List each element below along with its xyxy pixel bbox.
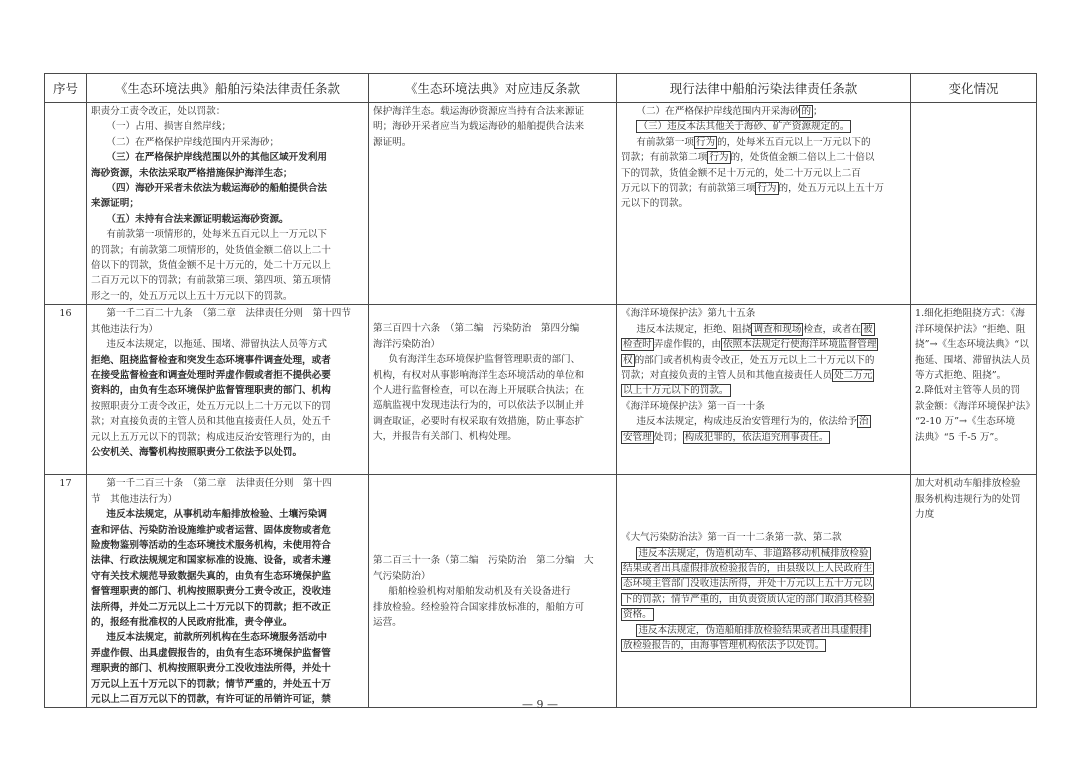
- text-line: [621, 576, 906, 591]
- text-span: 的，处每米五百元以上一万元以下的: [717, 136, 871, 148]
- text-line: 法所得，并处二万元以上二十万元以下的罚款；拒不改正: [91, 601, 331, 613]
- text-span: 万元以下的罚款；有前款第三项: [621, 183, 756, 195]
- text-line: [621, 607, 906, 622]
- text-line: 守有关技术规范导致数据失真的，由负有生态环境保护监: [91, 570, 331, 582]
- text-span: 的，处五万元以上五十万: [778, 183, 885, 195]
- text-line: 款；对直接负责的主管人员和其他直接责任人员，处五千: [91, 416, 331, 428]
- text-line: 资料的，由负有生态环境保护监督管理职责的部门、机构: [91, 385, 331, 397]
- table-row: [45, 103, 1037, 305]
- text-line: 元以上五万元以下的罚款；构成违反治安管理行为的，由: [91, 431, 331, 443]
- text-span: ；: [813, 106, 823, 117]
- text-line: 挠”→《生态环境法典》“以: [915, 339, 1029, 351]
- text-span: 违反本法规定，以拖延、围堵、滞留执法人员等方式: [106, 339, 328, 351]
- text-line: 的，报经有批准权的人民政府批准，责令停业。: [91, 616, 293, 628]
- current-law-cell: [617, 305, 911, 475]
- text-line: [621, 592, 906, 607]
- text-line: 机构，有权对从事影响海洋生态环境活动的单位和: [373, 369, 585, 381]
- header-code-liability: 《生态环境法典》船舶污染法律责任条款: [87, 74, 369, 103]
- text-line: 弄虚作假、出具虚假报告的，由负有生态环境保护监督管: [91, 647, 331, 659]
- text-line: 险废物鉴别等活动的生态环境技术服务机构，未使用符合: [91, 539, 331, 551]
- text-line: 第二百三十一条（第二编 污染防治 第二分编 大: [373, 555, 594, 567]
- changed-text-box: 调查和现场: [753, 323, 802, 335]
- table-header-row: [45, 74, 1037, 103]
- text-line: （三）在严格保护岸线范围以外的其他区域开发利用: [106, 152, 328, 164]
- text-line: [621, 135, 906, 150]
- text-span: 违反本法规定，拒绝、阻挠: [636, 323, 752, 335]
- text-line: 公安机关、海警机构按照职责分工依法予以处罚。: [91, 446, 303, 458]
- text-span: 罚款；对直接负责的主管人员和其他直接责任人员: [621, 369, 833, 381]
- text-span: 检查，或者在: [803, 323, 862, 335]
- text-line: 大，并报告有关部门、机构处理。: [373, 431, 517, 443]
- header-current-law: 现行法律中船舶污染法律责任条款: [617, 74, 911, 103]
- changed-text-box: 资格。: [623, 609, 652, 621]
- text-line: 在接受监督检查和调查处理时弄虚作假或者拒不提供必要: [91, 369, 331, 381]
- changed-text-box: 违反本法规定，伪造船舶排放检验结果或者出具虚假排: [638, 624, 869, 636]
- changed-text-box: 安管理: [623, 431, 652, 443]
- text-span: 违反本法规定，构成违反治安管理行为的，依法给予: [636, 416, 858, 428]
- text-line: 违反本法规定，从事机动车船排放检验、土壤污染调: [106, 509, 328, 521]
- text-span: （二）在严格保护岸线范围内开采海砂: [636, 106, 800, 117]
- text-line: （五）未持有合法来源证明载运海砂资源。: [106, 213, 289, 225]
- text-line: 船舶检验机构对船舶发动机及有关设备进行: [388, 586, 571, 598]
- text-line: 源证明。: [373, 136, 412, 148]
- changed-text-box: 违反本法规定，伪造机动车、非道路移动机械排放检验: [638, 547, 869, 559]
- changed-text-box: 态环境主管部门没收违法所得，并处十万元以上五十万元以: [623, 578, 873, 590]
- changed-text-box: 结果或者出具虚假排放检验报告的，由县级以上人民政府生: [623, 563, 873, 575]
- text-span: 罚款；有前款第二项: [621, 152, 708, 164]
- text-line: （一）占用、损害自然岸线；: [106, 121, 232, 133]
- changed-text-box: 行为: [709, 152, 729, 164]
- text-line: 理职责的部门、机构按照职责分工没收违法所得，并处十: [91, 663, 331, 675]
- text-line: 倍以下的罚款，货值金额不足十万元的，处二十万元以上: [91, 260, 331, 272]
- text-line: 元以下的罚款。: [621, 198, 689, 210]
- code-liability-cell: [87, 103, 369, 305]
- code-liability-cell: [87, 475, 369, 708]
- text-line: 保护海洋生态。载运海砂资源应当持有合法来源证: [373, 106, 585, 117]
- text-line: 等方式拒绝、阻挠”。: [915, 369, 1007, 381]
- text-span: 有前款第一项: [636, 136, 694, 148]
- text-line: 职责分工责令改正，处以罚款：: [91, 106, 226, 117]
- text-line: 的罚款；有前款第二项情形的，处货值金额二倍以上二十: [91, 244, 331, 256]
- text-line: 节 其他违法行为）: [91, 493, 178, 505]
- text-line: 违反本法规定，前款所列机构在生态环境服务活动中: [106, 632, 328, 644]
- header-code-violation: 《生态环境法典》对应违反条款: [369, 74, 617, 103]
- text-line: [621, 181, 906, 196]
- table-row: [45, 305, 1037, 475]
- text-line: [621, 368, 906, 383]
- text-line: 拖延、围堵、滞留执法人员: [915, 354, 1031, 366]
- text-line: 排放检验。经检验符合国家排放标准的，船舶方可: [373, 601, 585, 613]
- text-line: 督管理职责的部门、机构按照职责分工责令改正，没收违: [91, 586, 331, 598]
- changed-text-box: 的: [801, 106, 812, 117]
- code-violation-cell: [369, 103, 617, 305]
- text-line: 第一千二百三十条 （第二章 法律责任分则 第十四: [106, 478, 332, 490]
- changes-cell: [911, 305, 1037, 475]
- text-line: 二百万元以下的罚款；有前款第三项、第四项、第五项情: [91, 275, 331, 287]
- text-line: 拒绝、阻挠监督检查和突发生态环境事件调查处理，或者: [91, 354, 331, 366]
- text-line: [621, 322, 906, 337]
- text-line: 法律、行政法规规定和国家标准的设施、设备，或者未遵: [91, 555, 331, 567]
- text-line: [621, 104, 906, 119]
- text-line: 《海洋环境保护法》第九十五条: [621, 308, 756, 320]
- table-row: [45, 475, 1037, 708]
- current-law-cell: [617, 475, 911, 708]
- text-span: 弄虚作假的，由: [653, 339, 721, 351]
- law-comparison-table: [44, 73, 1037, 708]
- text-line: 2.降低对主管等人员的罚: [915, 385, 1021, 397]
- text-line: [621, 546, 906, 561]
- changed-text-box: 以上十万元以下的罚款。: [623, 385, 729, 397]
- text-line: [621, 383, 906, 398]
- changes-cell: [911, 103, 1037, 305]
- changed-text-box: 下的罚款；情节严重的，由负责资质认定的部门取消其检验: [623, 593, 873, 605]
- text-line: 海洋污染防治）: [373, 338, 441, 350]
- changed-text-box: 处二万元: [834, 369, 873, 381]
- text-span: 处罚；: [653, 431, 683, 443]
- text-line: （四）海砂开采者未依法为载运海砂的船舶提供合法: [106, 183, 328, 195]
- changed-text-box: 治: [859, 416, 869, 428]
- text-line: 查和评估、污染防治设施维护或者运营、固体废物或者危: [91, 524, 331, 536]
- text-line: 调查取证，必要时有权采取有效措施，防止事态扩: [373, 415, 585, 427]
- changed-text-box: 构成犯罪的，依法追究刑事责任。: [684, 431, 829, 443]
- text-line: [621, 119, 906, 134]
- text-line: 加大对机动车船排放检验: [915, 478, 1021, 490]
- text-line: 形之一的，处五万元以上五十万元以下的罚款。: [91, 290, 293, 302]
- text-line: [621, 623, 906, 638]
- text-line: 服务机构违规行为的处罚: [915, 493, 1021, 505]
- text-line: [621, 353, 906, 368]
- text-line: 《大气污染防治法》第一百一十二条第一款、第二款: [621, 532, 842, 544]
- changed-text-box: 行为: [757, 183, 777, 195]
- row-seq: 17: [45, 475, 87, 708]
- text-line: 万元以上五十万元以下的罚款；情节严重的，并处五十万: [91, 678, 331, 690]
- text-line: 洋环境保护法》“拒绝、阻: [915, 323, 1026, 335]
- text-span: 的，处货值金额二倍以上二十倍以: [730, 152, 875, 164]
- text-line: [621, 638, 906, 653]
- text-line: [621, 561, 906, 576]
- text-line: 1.细化拒绝阻挠方式：《海: [915, 308, 1025, 320]
- code-violation-cell: [369, 305, 617, 475]
- changed-text-box: 放检验报告的，由海事管理机构依法予以处罚。: [623, 640, 825, 652]
- text-line: 海砂资源，未依法采取严格措施保护海洋生态；: [91, 167, 293, 179]
- text-line: 明；海砂开采者应当为载运海砂的船舶提供合法来: [373, 121, 585, 133]
- text-line: 负有海洋生态环境保护监督管理职责的部门、: [388, 354, 581, 366]
- changed-text-box: （三）违反本法其他关于海砂、矿产资源规定的。: [638, 121, 850, 133]
- text-line: 其他违法行为）: [91, 323, 159, 335]
- text-line: 个人进行监督检查，可以在海上开展联合执法；在: [373, 384, 585, 396]
- text-line: 《海洋环境保护法》第一百一十条: [621, 400, 765, 412]
- text-line: [621, 150, 906, 165]
- text-line: [621, 337, 906, 352]
- page-number: — 9 —: [522, 698, 558, 711]
- changes-cell: [911, 475, 1037, 708]
- text-line: （二）在严格保护岸线范围内开采海砂；: [106, 136, 280, 148]
- text-line: 有前款第一项情形的，处每米五百元以上一万元以下: [106, 229, 328, 241]
- text-line: “2-10 万”→《生态环境: [915, 416, 1016, 428]
- header-seq: 序号: [45, 74, 87, 103]
- text-line: 法典》“5 千-5 万”。: [915, 431, 1004, 443]
- text-line: 元以上二百万元以下的罚款，有许可证的吊销许可证，禁: [91, 693, 331, 705]
- text-line: 巡航监视中发现违法行为的，可以依法予以制止并: [373, 400, 585, 412]
- text-line: 款金额：《海洋环境保护法》: [915, 400, 1035, 412]
- header-changes: 变化情况: [911, 74, 1037, 103]
- text-line: [621, 430, 906, 445]
- text-line: 按照职责分工责令改正，处五万元以上二十万元以下的罚: [91, 400, 331, 412]
- text-line: 运营。: [373, 616, 402, 628]
- text-line: 第一千二百二十九条 （第二章 法律责任分则 第十四节: [106, 308, 351, 320]
- row-seq: [45, 103, 87, 305]
- code-liability-cell: [87, 305, 369, 475]
- text-line: 下的罚款，货值金额不足十万元的，处二十万元以上二百: [621, 167, 861, 179]
- current-law-cell: [617, 103, 911, 305]
- changed-text-box: 权: [623, 354, 633, 366]
- changed-text-box: 被: [863, 323, 873, 335]
- text-line: 气污染防治）: [373, 570, 431, 582]
- changed-text-box: 依照本法规定行使海洋环境监督管理: [722, 339, 877, 351]
- text-line: 来源证明；: [91, 198, 139, 210]
- changed-text-box: 行为: [695, 136, 716, 148]
- text-line: [91, 337, 364, 352]
- row-seq: 16: [45, 305, 87, 475]
- code-violation-cell: [369, 475, 617, 708]
- text-line: [621, 414, 906, 429]
- changed-text-box: 检查时: [623, 339, 652, 351]
- text-line: 力度: [915, 509, 935, 521]
- text-line: 第三百四十六条 （第二编 污染防治 第四分编: [373, 323, 580, 335]
- text-span: 的部门或者机构责令改正，处五万元以上二十万元以下的: [634, 354, 875, 366]
